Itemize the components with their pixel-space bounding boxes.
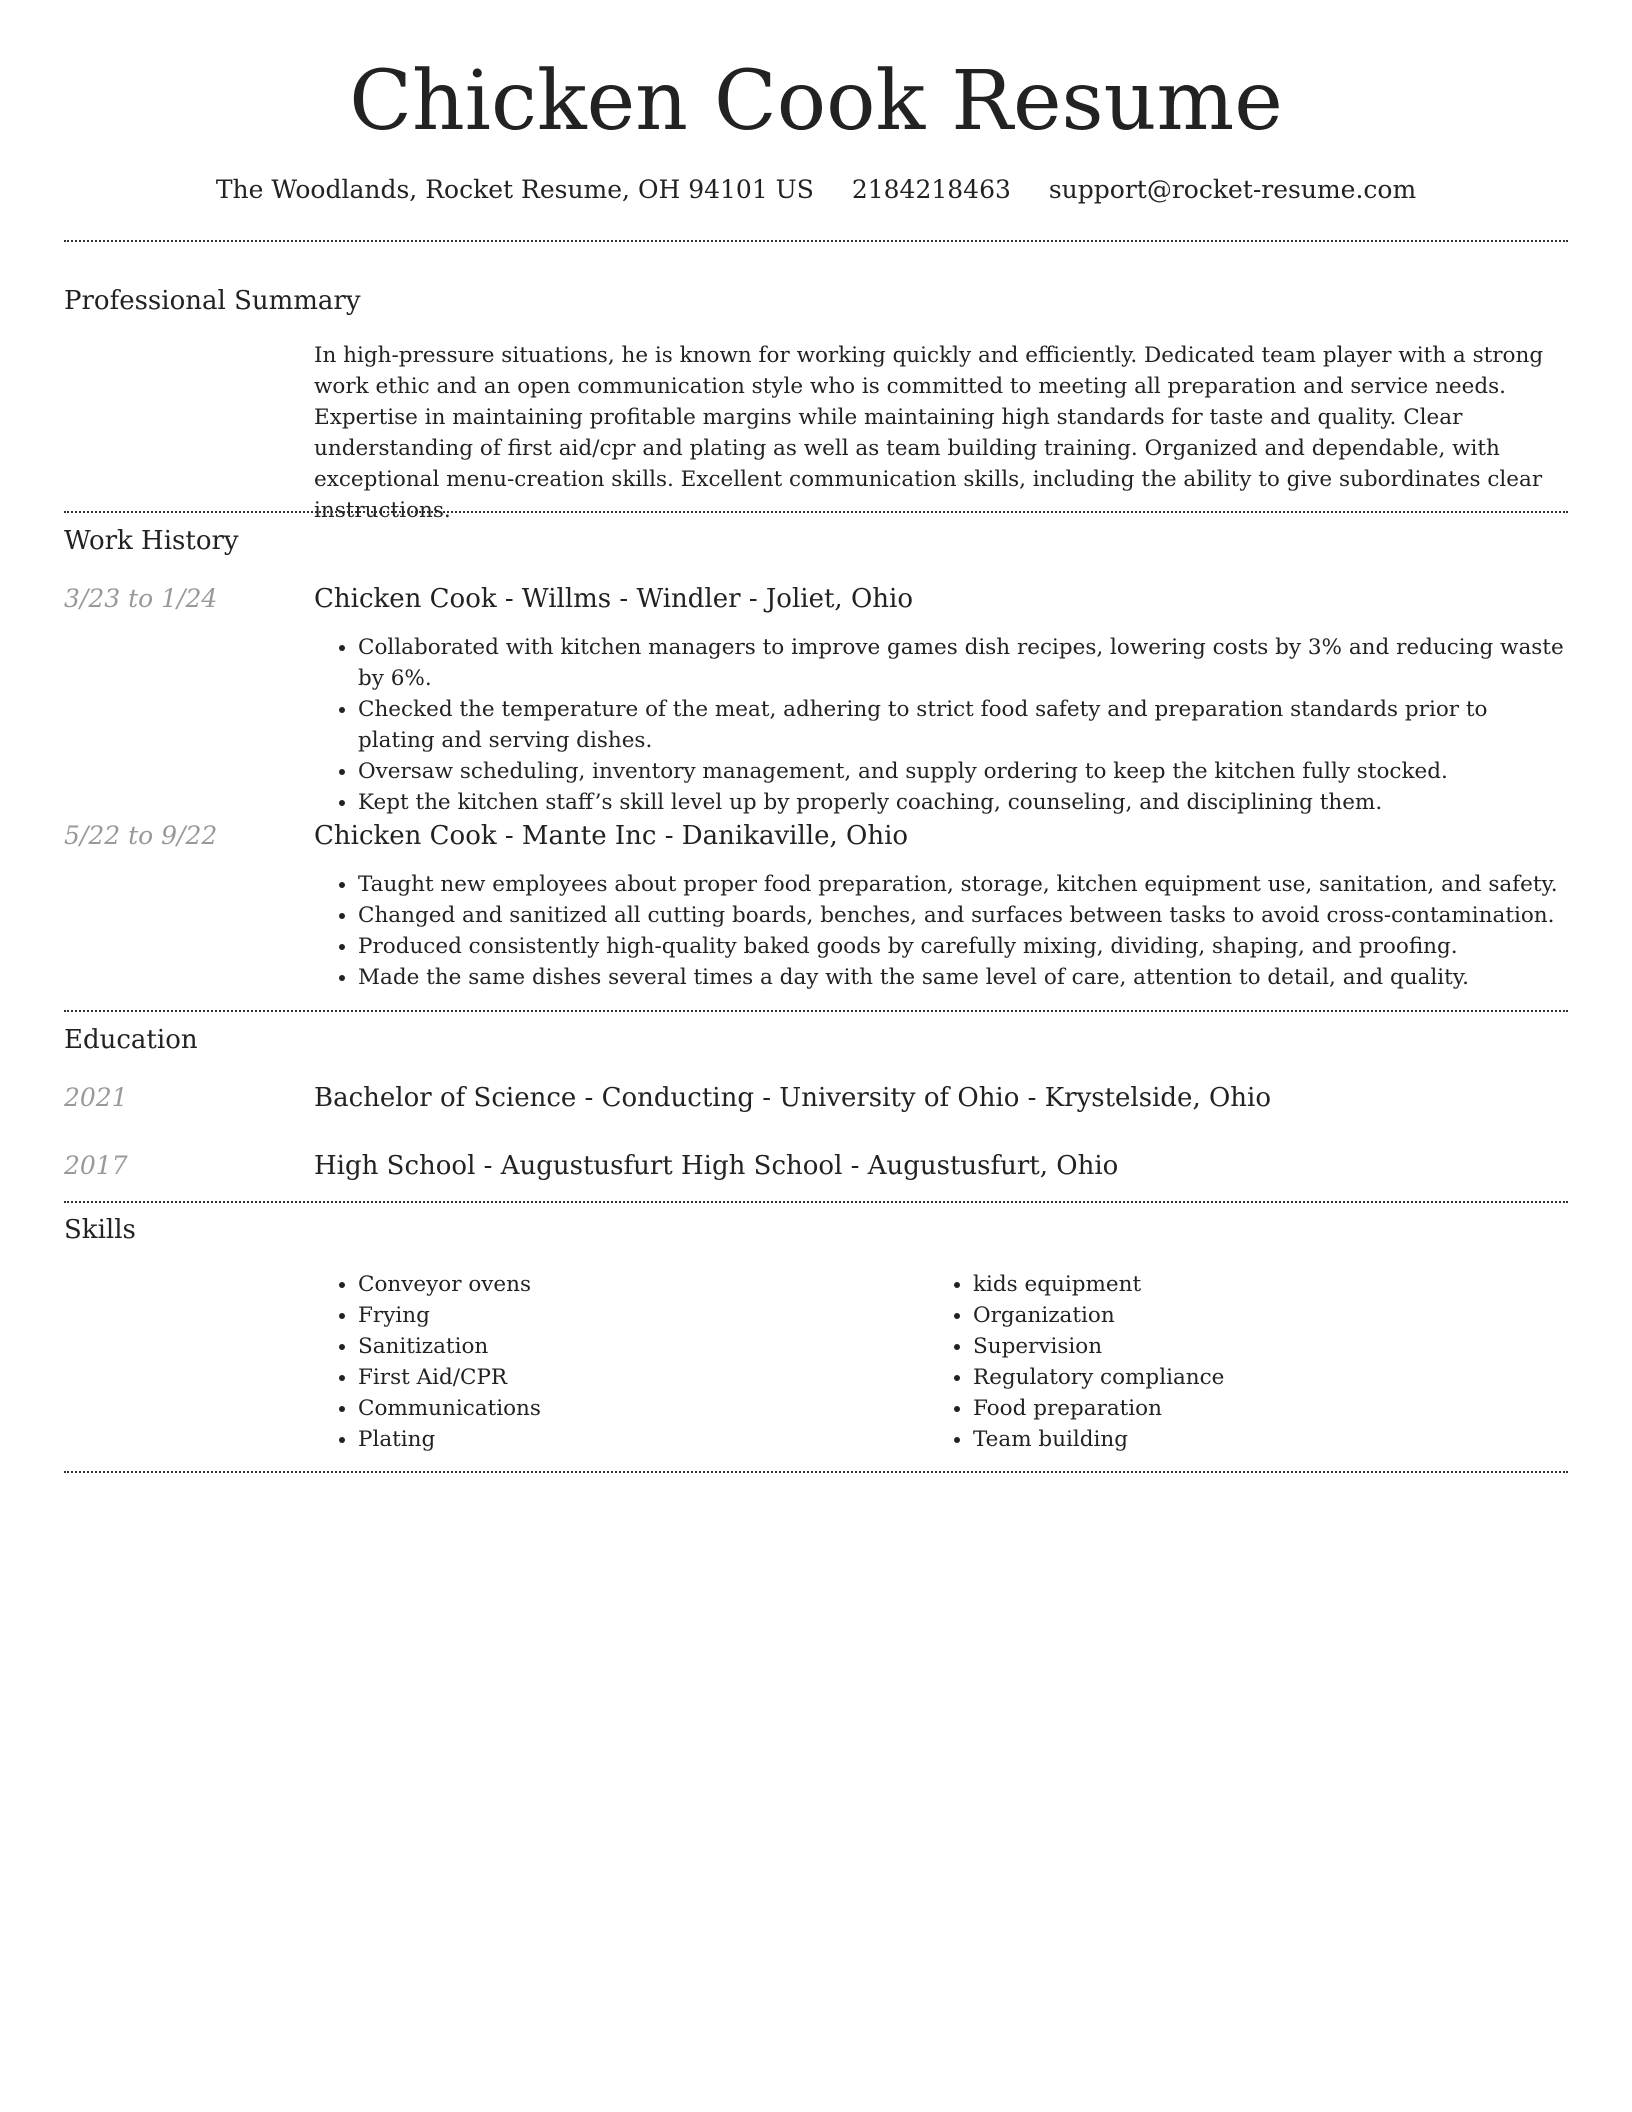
job-title: Chicken Cook - Mante Inc - Danikaville, Ohio [314, 821, 909, 851]
skill-item: • Frying [358, 1300, 972, 1331]
list-item: • Collaborated with kitchen managers to improve games dish recipes, lowering costs by 3% and reducing waste by 6%. [358, 632, 1568, 694]
list-item: • Produced consistently high-quality baked goods by carefully mixing, dividing, shaping, and proofing. [358, 931, 1568, 962]
section-heading-education: Education [64, 1025, 198, 1055]
skill-item: • First Aid/CPR [358, 1362, 972, 1393]
contact-address: The Woodlands, Rocket Resume, OH 94101 US [215, 175, 814, 204]
skill-item: • Team building [973, 1424, 1573, 1455]
contact-phone: 2184218463 [851, 175, 1011, 204]
divider [64, 1010, 1568, 1012]
divider [64, 240, 1568, 242]
contact-email: support@rocket-resume.com [1048, 175, 1417, 204]
skill-item: • kids equipment [973, 1269, 1573, 1300]
list-item: • Changed and sanitized all cutting boards, benches, and surfaces between tasks to avoid cross-contamination. [358, 900, 1568, 931]
skill-item: • Supervision [973, 1331, 1573, 1362]
list-item: • Taught new employees about proper food preparation, storage, kitchen equipment use, sanitation, and safety. [358, 869, 1568, 900]
skill-item: • Plating [358, 1424, 972, 1455]
section-heading-work-history: Work History [64, 526, 239, 556]
divider [64, 1471, 1568, 1473]
skills-list-left [314, 1269, 972, 1455]
skill-item: • Organization [973, 1300, 1573, 1331]
divider [64, 1201, 1568, 1203]
skill-item: • Communications [358, 1393, 972, 1424]
skill-item: • Conveyor ovens [358, 1269, 972, 1300]
divider [64, 511, 1568, 513]
resume-title: Chicken Cook Resume [349, 54, 1283, 149]
list-item: • Oversaw scheduling, inventory management, and supply ordering to keep the kitchen fully stocked. [358, 756, 1568, 787]
section-heading-summary: Professional Summary [64, 286, 361, 316]
list-item: • Made the same dishes several times a day with the same level of care, attention to detail, and quality. [358, 962, 1568, 993]
summary-text: In high-pressure situations, he is known for working quickly and efficiently. Dedicated team player with a strong work ethic and an open communication style who is committed to meeting all preparation and service needs. Expertise in maintaining profitable margins while maintaining high standards for taste and quality. Clear understanding of first aid/cpr and plating as well as team building training. Organized and dependable, with exceptional menu-creation skills. Excellent communication skills, including the ability to give subordinates clear instructions. [314, 343, 1544, 523]
section-heading-skills: Skills [64, 1215, 136, 1245]
skill-item: • Sanitization [358, 1331, 972, 1362]
job-dates: 3/23 to 1/24 [64, 584, 218, 613]
skill-item: • Food preparation [973, 1393, 1573, 1424]
education-year: 2017 [64, 1151, 128, 1180]
skill-item: • Regulatory compliance [973, 1362, 1573, 1393]
skills-list-right [929, 1269, 1573, 1455]
job-duties-list [314, 869, 1568, 993]
contact-line [0, 170, 1632, 210]
education-year: 2021 [64, 1083, 128, 1112]
list-item: • Checked the temperature of the meat, adhering to strict food safety and preparation standards prior to plating and serving dishes. [358, 694, 1568, 756]
list-item: • Kept the kitchen staff’s skill level up by properly coaching, counseling, and disciplining them. [358, 787, 1568, 818]
job-duties-list [314, 632, 1568, 818]
education-title: Bachelor of Science - Conducting - University of Ohio - Krystelside, Ohio [314, 1083, 1271, 1113]
education-title: High School - Augustusfurt High School - Augustusfurt, Ohio [314, 1151, 1119, 1181]
job-dates: 5/22 to 9/22 [64, 821, 218, 850]
job-title: Chicken Cook - Willms - Windler - Joliet, Ohio [314, 584, 913, 614]
